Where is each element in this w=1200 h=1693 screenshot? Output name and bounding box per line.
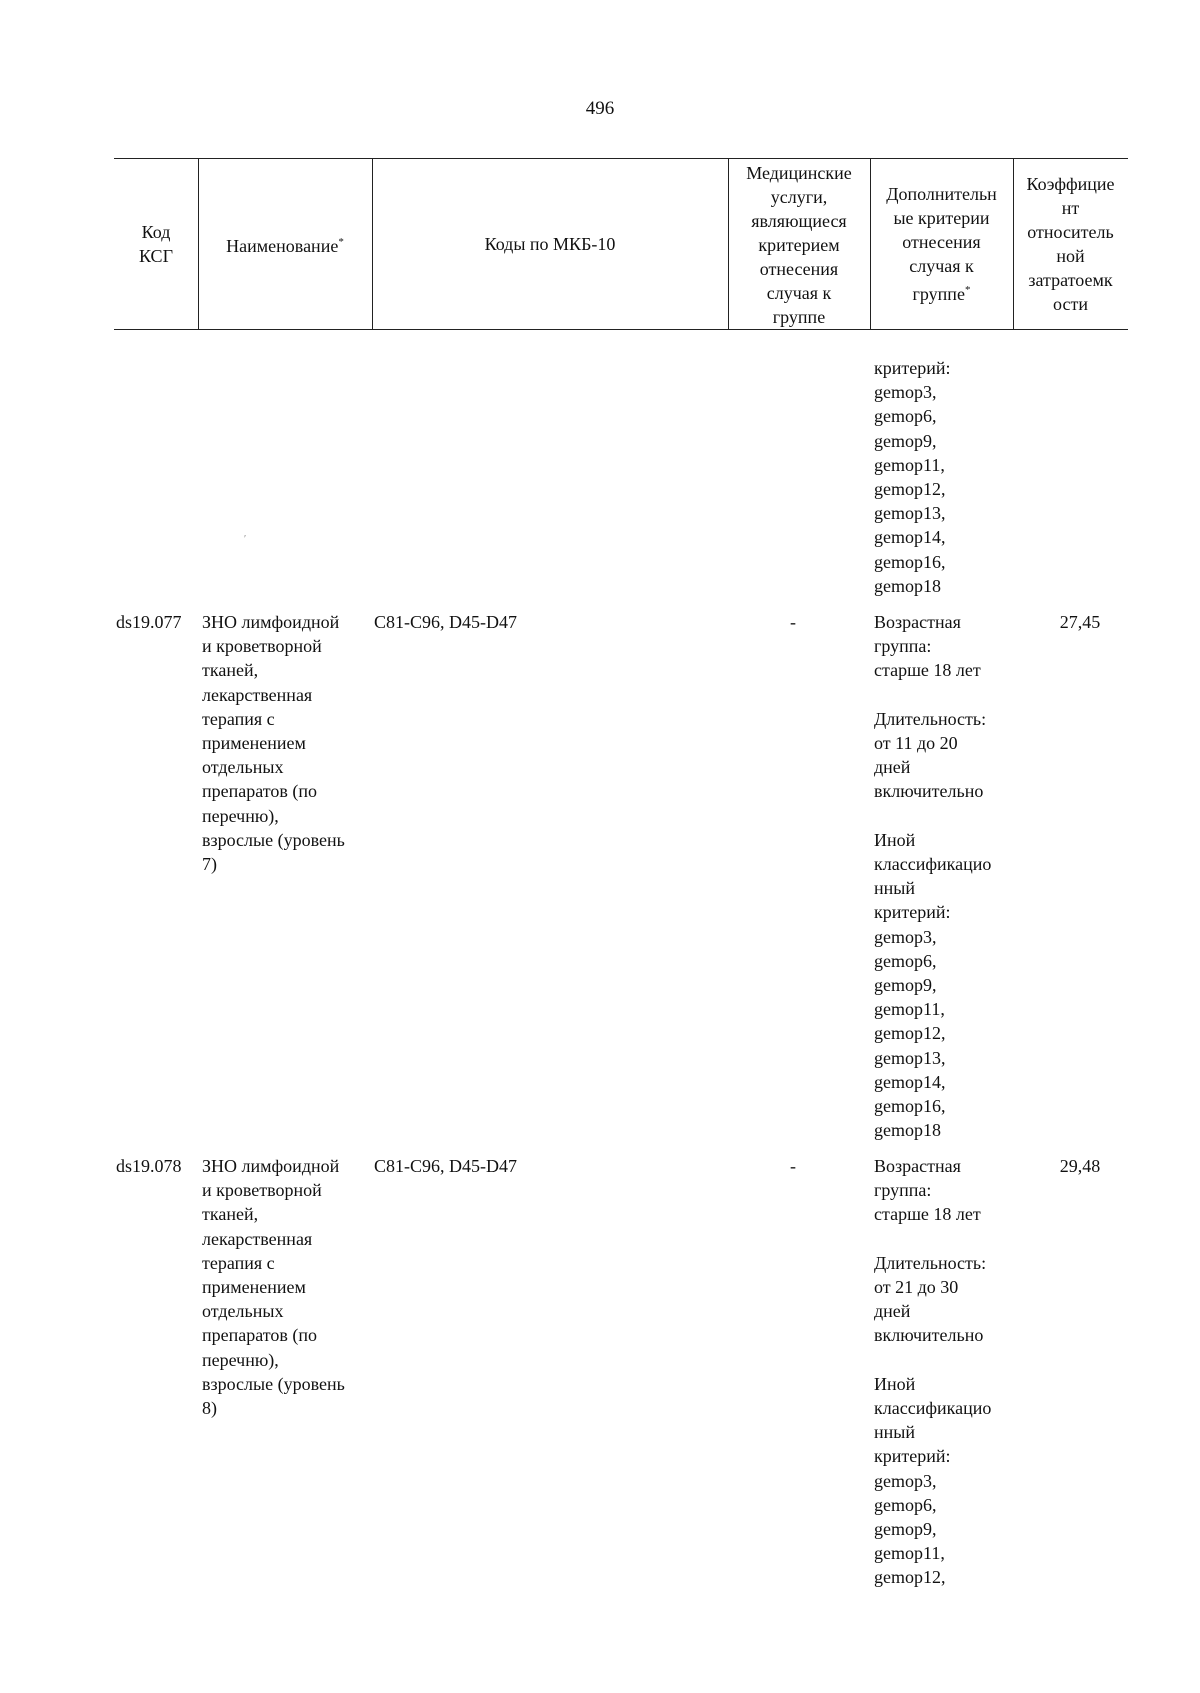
row-mkb-codes: C81-C96, D45-D47: [374, 1156, 517, 1176]
continuation-criteria: критерий: gemop3, gemop6, gemop9, gemop11, gemop12, gemop13, gemop14, gemop16, gemop18: [874, 358, 951, 596]
row-services: -: [790, 612, 796, 632]
header-coef: Коэффицие нт относитель ной затратоемк ости: [1026, 173, 1115, 314]
row-criteria: Возрастная группа: старше 18 лет Длительность: от 11 до 20 дней включительно Иной классификацио нный критерий: gemop3, gemop6, gemop9, gemop11, gemop12, gemop13, gemop14, gemop16, gemop18: [874, 612, 992, 1141]
row-name: ЗНО лимфоидной и кроветворной тканей, лекарственная терапия с применением отдельных препаратов (по перечню), взрослые (уровень 8): [202, 1156, 345, 1419]
row-code: ds19.078: [116, 1156, 182, 1176]
header-mkb: Коды по МКБ-10: [484, 233, 616, 254]
row-coefficient: 27,45: [1059, 612, 1101, 632]
header-code: Код КСГ: [139, 221, 173, 266]
table-header-bottom-border: [114, 329, 1128, 330]
page-number: 496: [585, 98, 615, 119]
row-mkb-codes: C81-C96, D45-D47: [374, 612, 517, 632]
row-code: ds19.077: [116, 612, 182, 632]
header-criteria: Дополнительн ые критерии отнесения случая к группе*: [886, 183, 997, 304]
row-criteria: Возрастная группа: старше 18 лет Длительность: от 21 до 30 дней включительно Иной классификацио нный критерий: gemop3, gemop6, gemop9, gemop11, gemop12,: [874, 1156, 992, 1588]
row-services: -: [790, 1156, 796, 1176]
scan-speck: ′: [244, 534, 247, 545]
row-name: ЗНО лимфоидной и кроветворной тканей, лекарственная терапия с применением отдельных препаратов (по перечню), взрослые (уровень 7): [202, 612, 345, 875]
header-services: Медицинские услуги, являющиеся критерием отнесения случая к группе: [746, 163, 852, 327]
row-coefficient: 29,48: [1059, 1156, 1101, 1176]
header-name: Наименование*: [226, 235, 344, 256]
